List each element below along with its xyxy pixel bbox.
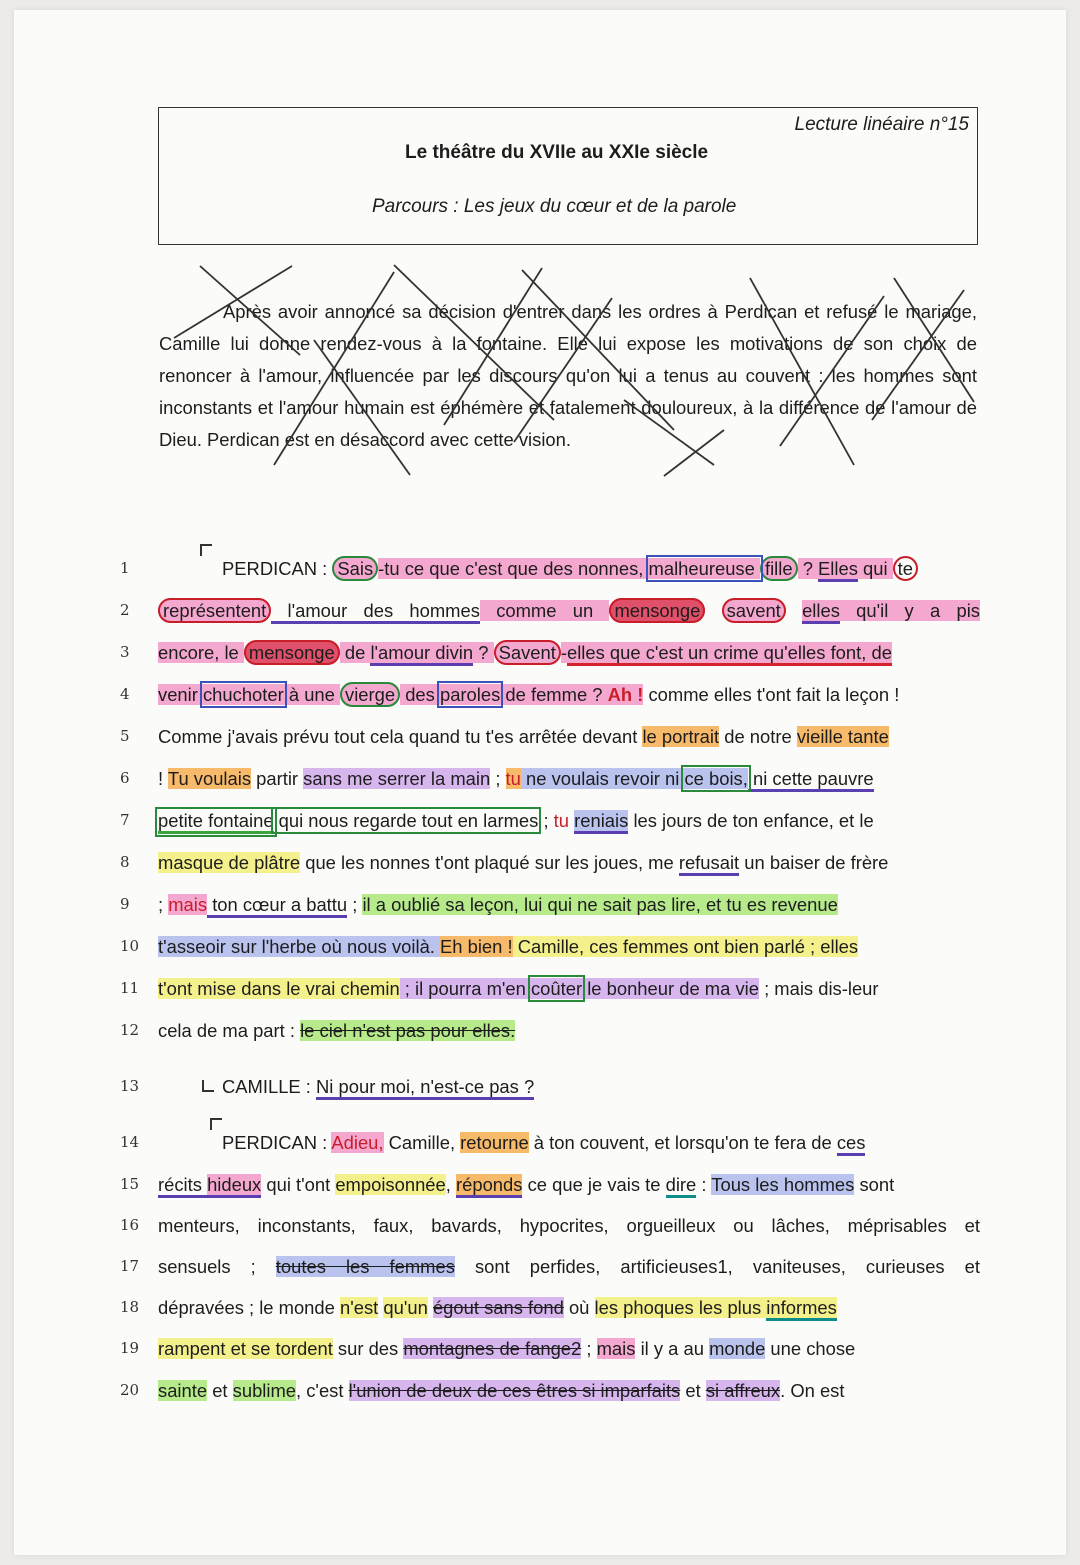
line-number: 13: [120, 1077, 140, 1095]
text-line-4: [14, 678, 1066, 714]
line-number: 17: [120, 1257, 140, 1275]
highlight-text: encore, le: [158, 642, 244, 663]
highlight-text: rampent et se tordent: [158, 1338, 333, 1359]
document-page: [14, 10, 1066, 1555]
plain-text: de notre: [719, 726, 797, 747]
highlight-word: mais: [596, 1338, 636, 1359]
text-line-16: [14, 1209, 1066, 1245]
plain-text: il y a au: [635, 1338, 710, 1359]
line-text: [158, 934, 980, 960]
highlight-word: retourne: [460, 1132, 529, 1153]
line-number: 16: [120, 1216, 140, 1234]
line-number: 5: [120, 727, 130, 745]
highlight-text: masque de plâtre: [158, 852, 301, 873]
highlight-text: égout sans fond: [432, 1297, 564, 1318]
plain-text: sont: [854, 1174, 895, 1195]
highlight-text: de femme ?: [500, 684, 608, 705]
plain-text: ;: [581, 1338, 597, 1359]
text-line-5: [14, 720, 1066, 756]
plain-text: sont perfides, artificieuses1, vaniteuses, curieuses et: [454, 1256, 980, 1277]
highlight-text: si affreux: [705, 1380, 781, 1401]
plain-text: que les nonnes t'ont plaqué sur les joues, me: [300, 852, 679, 873]
line-text: [158, 1295, 980, 1321]
header-box: [158, 107, 978, 245]
highlight-text: il a oublié sa leçon, lui qui ne sait pas lire, et tu es revenue: [362, 894, 838, 915]
line-text: [222, 1130, 980, 1156]
plain-text: dépravées ; le monde: [158, 1297, 340, 1318]
boxed-text: qui nous regarde tout en larmes: [273, 810, 539, 831]
plain-text: ;: [158, 894, 169, 915]
boxed-word: petite fontaine: [158, 810, 274, 834]
line-number: 3: [120, 643, 130, 661]
plain-text: à ton couvent, et lorsqu'on te fera de: [528, 1132, 837, 1153]
circled-word: savent: [722, 598, 786, 623]
underlined-word: Elles: [818, 558, 858, 582]
line-text: [158, 808, 980, 834]
line-text: [158, 766, 980, 792]
circled-word: mensonge: [609, 598, 705, 623]
highlight-text: revoir ni: [608, 768, 685, 789]
text-line-1: [14, 552, 1066, 588]
underlined-word: reniais: [574, 810, 628, 834]
text-line-17: [14, 1250, 1066, 1286]
line-text: [158, 1254, 980, 1280]
underlined-text: ton cœur a battu: [207, 894, 347, 918]
plain-text: ce que je vais te: [522, 1174, 666, 1195]
highlight-word: mais: [168, 894, 208, 915]
highlight-text: le bonheur de ma vie: [582, 978, 759, 999]
highlight-text: ; il pourra m'en: [399, 978, 531, 999]
text-line-15: [14, 1168, 1066, 1204]
line-text: [158, 892, 980, 918]
highlight-word: tu: [505, 768, 521, 789]
text-line-19: [14, 1332, 1066, 1368]
interjection: Ah !: [607, 684, 644, 705]
highlight-text: à une: [283, 684, 340, 705]
line-number: 15: [120, 1175, 140, 1193]
line-number: 12: [120, 1021, 140, 1039]
highlight-word: Adieu,: [331, 1132, 384, 1153]
highlight-word: monde: [709, 1338, 766, 1359]
text-line-12: [14, 1014, 1066, 1050]
underlined-word: récits: [158, 1174, 207, 1198]
circled-word: Savent: [494, 640, 561, 665]
highlight-text: Tu voulais: [167, 768, 252, 789]
underlined-text: ni cette pauvre: [748, 768, 874, 792]
highlight-text: qu'il y a pis: [839, 600, 980, 621]
text-line-8: [14, 846, 1066, 882]
plain-text: un baiser de frère: [739, 852, 889, 873]
speaker-label: CAMILLE :: [222, 1076, 317, 1097]
line-number: 20: [120, 1381, 140, 1399]
boxed-word: ce bois,: [684, 768, 748, 789]
line-number: 9: [120, 895, 130, 913]
highlight-text: t'asseoir sur l'herbe où nous voilà.: [158, 936, 441, 957]
document-subtitle: Parcours : Les jeux du cœur et de la parole: [372, 196, 737, 217]
line-text: [158, 724, 980, 750]
plain-text: !: [158, 768, 168, 789]
plain-text: qui t'ont: [261, 1174, 336, 1195]
speaker-label: PERDICAN :: [222, 1132, 332, 1153]
text-line-10: [14, 930, 1066, 966]
underlined-word: elles: [802, 600, 840, 624]
highlight-word: -tu: [378, 558, 400, 579]
line-text: [158, 1336, 980, 1362]
line-number: 10: [120, 937, 140, 955]
text-line-3: [14, 636, 1066, 672]
plain-text: sensuels ;: [158, 1256, 276, 1277]
plain-text: et: [680, 1380, 706, 1401]
text-line-9: [14, 888, 1066, 924]
circled-word: représentent: [158, 598, 271, 623]
plain-text: les jours de ton enfance, et le: [628, 810, 874, 831]
highlight-text: les phoques les plus: [594, 1297, 767, 1318]
circled-word: mensonge: [244, 640, 340, 665]
text-line-6: [14, 762, 1066, 798]
text-line-2: [14, 594, 1066, 630]
line-number: 8: [120, 853, 130, 871]
highlight-text: Tous les hommes: [711, 1174, 855, 1195]
text-line-11: [14, 972, 1066, 1008]
text-line-7: [14, 804, 1066, 840]
boxed-word: paroles: [439, 684, 501, 705]
highlight-text: comme un: [479, 600, 610, 621]
highlight-text: le ciel n'est pas pour elles.: [300, 1020, 516, 1041]
highlight-text: vieille tante: [796, 726, 889, 747]
highlight-word: voulais: [551, 768, 609, 789]
underlined-text: Ni pour moi, n'est-ce pas ?: [316, 1076, 534, 1100]
line-number: 19: [120, 1339, 140, 1357]
plain-text: ; mais dis-leur: [758, 978, 879, 999]
plain-text: Camille,: [383, 1132, 461, 1153]
line-number: 4: [120, 685, 130, 703]
plain-text: ,: [445, 1174, 456, 1195]
highlight-word: tu: [553, 810, 570, 831]
highlight-word: n'est: [339, 1297, 379, 1318]
boxed-word: malheureuse: [648, 558, 760, 579]
circled-word: fille: [760, 556, 798, 581]
highlight-text: l'union de deux de ces êtres si imparfaits: [348, 1380, 681, 1401]
text-line-18: [14, 1291, 1066, 1327]
highlight-text: venir: [158, 684, 203, 705]
boxed-word: chuchoter: [202, 684, 284, 705]
line-number: 2: [120, 601, 130, 619]
plain-text: partir: [251, 768, 304, 789]
line-number: 11: [120, 979, 140, 997]
line-text: [158, 976, 980, 1002]
plain-text: une chose: [765, 1338, 856, 1359]
line-text: [158, 1018, 980, 1044]
line-text: [158, 1213, 980, 1239]
highlight-text: de: [339, 642, 371, 663]
highlight-word: sainte: [158, 1380, 208, 1401]
line-number: 18: [120, 1298, 140, 1316]
plain-text: comme elles t'ont fait la leçon !: [643, 684, 900, 705]
highlight-word: informes: [766, 1297, 837, 1321]
highlight-word: empoisonnée: [335, 1174, 446, 1195]
line-text: [158, 682, 980, 708]
plain-text: sur des: [332, 1338, 404, 1359]
spacer: [705, 600, 721, 621]
line-text: [158, 1378, 980, 1404]
plain-text: , c'est: [296, 1380, 349, 1401]
plain-text: et: [207, 1380, 233, 1401]
highlight-word: sublime: [232, 1380, 297, 1401]
line-text: [158, 598, 980, 624]
highlight-text: des: [400, 684, 440, 705]
text-line-13: [14, 1070, 1066, 1106]
plain-text: menteurs, inconstants, faux, bavards, hypocrites, orgueilleux ou lâches, méprisables et: [158, 1215, 980, 1236]
boxed-word: coûter: [530, 978, 583, 999]
text-line-20: [14, 1374, 1066, 1410]
highlight-text: Eh bien !: [440, 936, 513, 957]
highlight-text: montagnes de fange2: [403, 1338, 582, 1359]
highlight-text: ne: [520, 768, 552, 789]
underlined-word: ces: [837, 1132, 866, 1156]
highlight-text: sans me serrer la main: [303, 768, 491, 789]
document-title: Le théâtre du XVIIe au XXIe siècle: [405, 142, 709, 163]
highlight-text: le portrait: [642, 726, 720, 747]
underlined-word: refusait: [679, 852, 739, 876]
highlight-word: hideux: [207, 1174, 261, 1198]
highlight-text: ?: [797, 558, 819, 579]
line-number: 14: [120, 1133, 140, 1151]
highlight-text: Camille, ces femmes ont bien parlé ; elles: [512, 936, 859, 957]
lecture-tag: Lecture linéaire n°15: [794, 114, 969, 135]
underlined-text: l'amour divin: [370, 642, 473, 666]
circled-word: vierge: [340, 682, 400, 707]
highlight-text: ?: [473, 642, 494, 663]
plain-text: Comme j'avais prévu tout cela quand tu t'es arrêtée devant: [158, 726, 643, 747]
line-number: 6: [120, 769, 130, 787]
highlight-text: qui: [857, 558, 893, 579]
line-text: [158, 850, 980, 876]
underlined-word: dire: [666, 1174, 697, 1198]
highlight-text: toutes les femmes: [275, 1256, 455, 1277]
plain-text: ;: [347, 894, 363, 915]
highlight-word: réponds: [456, 1174, 522, 1198]
highlight-word: qu'un: [383, 1297, 428, 1318]
plain-text: ;: [538, 810, 554, 831]
line-text: [158, 1172, 980, 1198]
underlined-text: l'amour des hommes: [271, 600, 480, 624]
intro-text: Après avoir annoncé sa décision d'entrer dans les ordres à Perdican et refusé le mariage, Camille lui donne rendez-vous à la fontaine. Elle lui expose les motivations de son choix de renoncer à l'amour, influencée par les discours qu'on lui a tenus au couvent : les hommes sont inconstants et l'amour humain est éphémère et fatalement douloureux, à la différence de l'amour de Dieu. Perdican est en désaccord avec cette vision.: [159, 301, 977, 450]
line-text: [158, 640, 980, 666]
highlight-text: -: [560, 642, 567, 663]
speaker-label: PERDICAN :: [222, 558, 333, 579]
line-number: 7: [120, 811, 130, 829]
line-number: 1: [120, 559, 130, 577]
text-line-14: [14, 1126, 1066, 1162]
highlight-text: ce que c'est que des nonnes,: [399, 558, 649, 579]
intro-paragraph: [159, 296, 977, 456]
plain-text: :: [696, 1174, 712, 1195]
plain-text: cela de ma part :: [158, 1020, 301, 1041]
highlight-text: t'ont mise dans le vrai chemin: [158, 978, 400, 999]
plain-text: ;: [490, 768, 506, 789]
highlight-word: Sais: [332, 556, 378, 581]
line-text: [222, 1074, 980, 1100]
plain-text: où: [563, 1297, 595, 1318]
line-text: [222, 556, 980, 582]
circled-word: te: [893, 556, 918, 581]
spacer: [786, 600, 802, 621]
plain-text: . On est: [780, 1380, 845, 1401]
underlined-text: elles que c'est un crime qu'elles font, de: [567, 642, 892, 666]
